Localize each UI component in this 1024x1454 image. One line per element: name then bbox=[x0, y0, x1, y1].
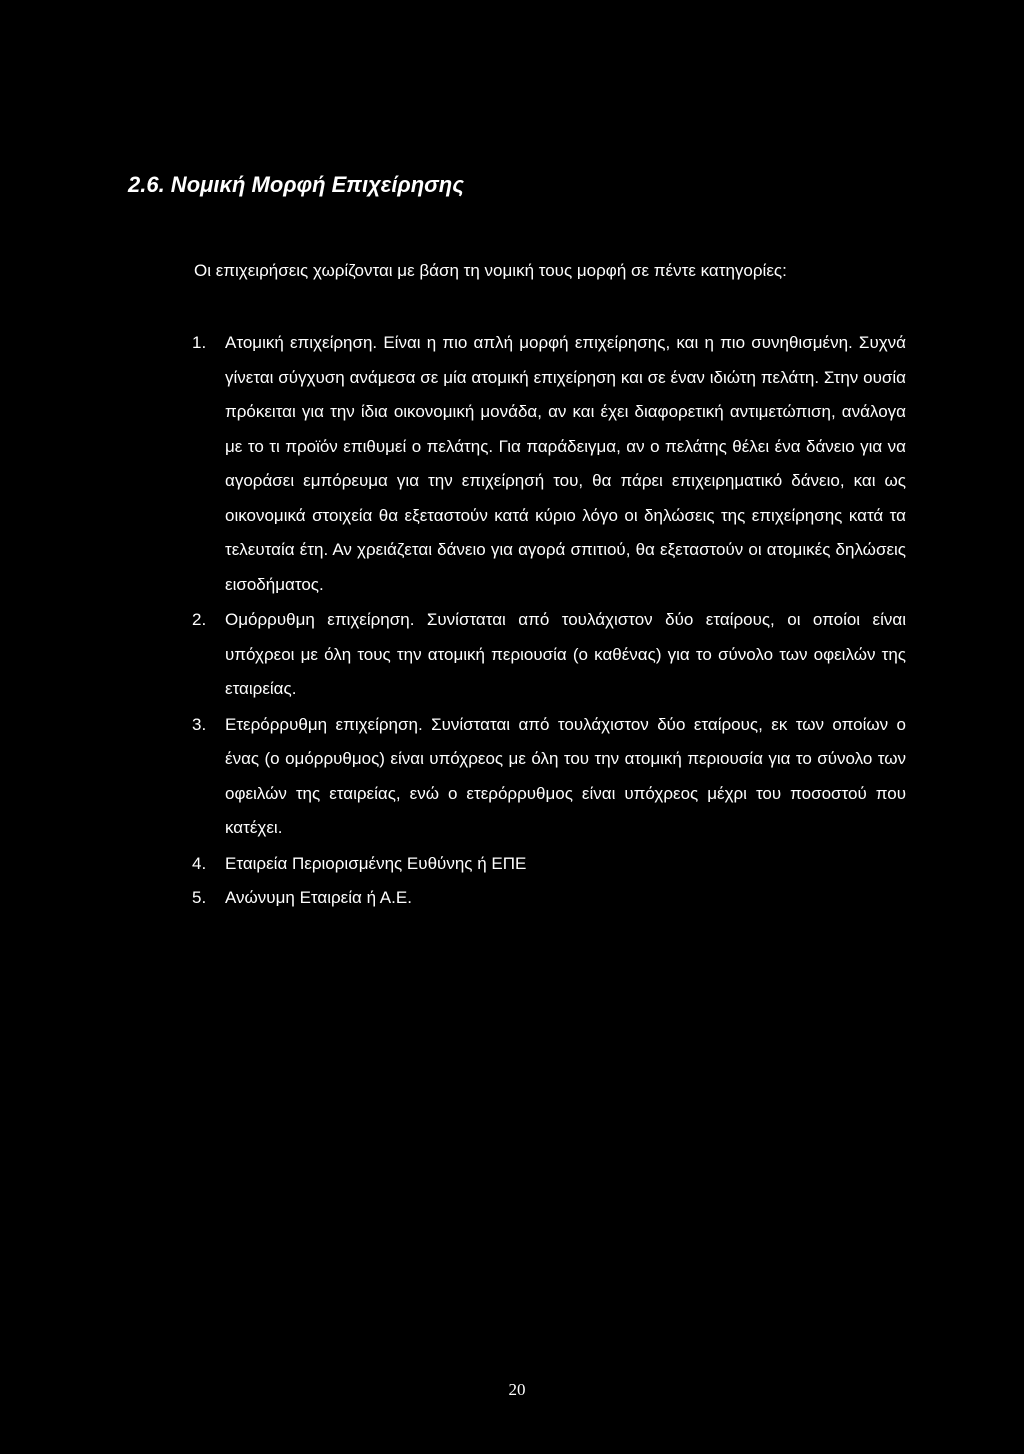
list-item-number: 3. bbox=[192, 714, 207, 734]
list-item-number: 5. bbox=[192, 887, 207, 907]
list-item-text: Ομόρρυθμη επιχείρηση. Συνίσταται από τουλάχιστον δύο εταίρους, οι οποίοι είναι υπόχρεοι με όλη τους την ατομική περιουσία (ο καθένας) για το σύνολο των οφειλών της εταιρείας. bbox=[225, 610, 906, 698]
list-item-number: 4. bbox=[192, 853, 207, 873]
list-item-sole-proprietorship bbox=[128, 326, 906, 602]
list-item-limited-liability-company bbox=[128, 847, 906, 881]
list-item-text: Ετερόρρυθμη επιχείρηση. Συνίσταται από τουλάχιστον δύο εταίρους, εκ των οποίων ο ένας (ο ομόρρυθμος) είναι υπόχρεος με όλη του την ατομική περιουσία για το σύνολο των οφειλών της εταιρείας, ενώ ο ετερόρρυθμος είναι υπόχρεος μέχρι του ποσοστού που κατέχει. bbox=[225, 714, 906, 837]
list-item-societe-anonyme bbox=[128, 881, 906, 915]
list-item-general-partnership bbox=[128, 603, 906, 707]
list-item-text: Ανώνυμη Εταιρεία ή Α.Ε. bbox=[225, 887, 412, 907]
page-number: 20 bbox=[508, 1380, 526, 1399]
list-item-limited-partnership bbox=[128, 708, 906, 846]
legal-forms-list bbox=[128, 326, 906, 915]
list-item-text: Ατομική επιχείρηση. Είναι η πιο απλή μορφή επιχείρησης, και η πιο συνηθισμένη. Συχνά γίνεται σύγχυση ανάμεσα σε μία ατομική επιχείρηση και σε έναν ιδιώτη πελάτη. Στην ουσία πρόκειται για την ίδια οικονομική μονάδα, αν και έχει διαφορετική αντιμετώπιση, ανάλογα με το τι προϊόν επιθυμεί ο πελάτης. Για παράδειγμα, αν ο πελάτης θέλει ένα δάνειο για να αγοράσει εμπόρευμα για την επιχείρησή του, θα πάρει επιχειρηματικό δάνειο, και ως οικονομικά στοιχεία θα εξεταστούν κατά κύριο λόγο οι δηλώσεις της επιχείρησης κατά τα τελευταία έτη. Αν χρειάζεται δάνειο για αγορά σπιτιού, θα εξεταστούν οι ατομικές δηλώσεις εισοδήματος. bbox=[225, 333, 906, 594]
list-item-number: 1. bbox=[192, 333, 207, 352]
list-item-number: 2. bbox=[192, 610, 207, 629]
intro-paragraph: Οι επιχειρήσεις χωρίζονται με βάση τη νομική τους μορφή σε πέντε κατηγορίες: bbox=[194, 261, 787, 280]
section-heading: 2.6. Νομική Μορφή Επιχείρησης bbox=[128, 172, 464, 197]
list-item-text: Εταιρεία Περιορισμένης Ευθύνης ή ΕΠΕ bbox=[225, 853, 527, 873]
